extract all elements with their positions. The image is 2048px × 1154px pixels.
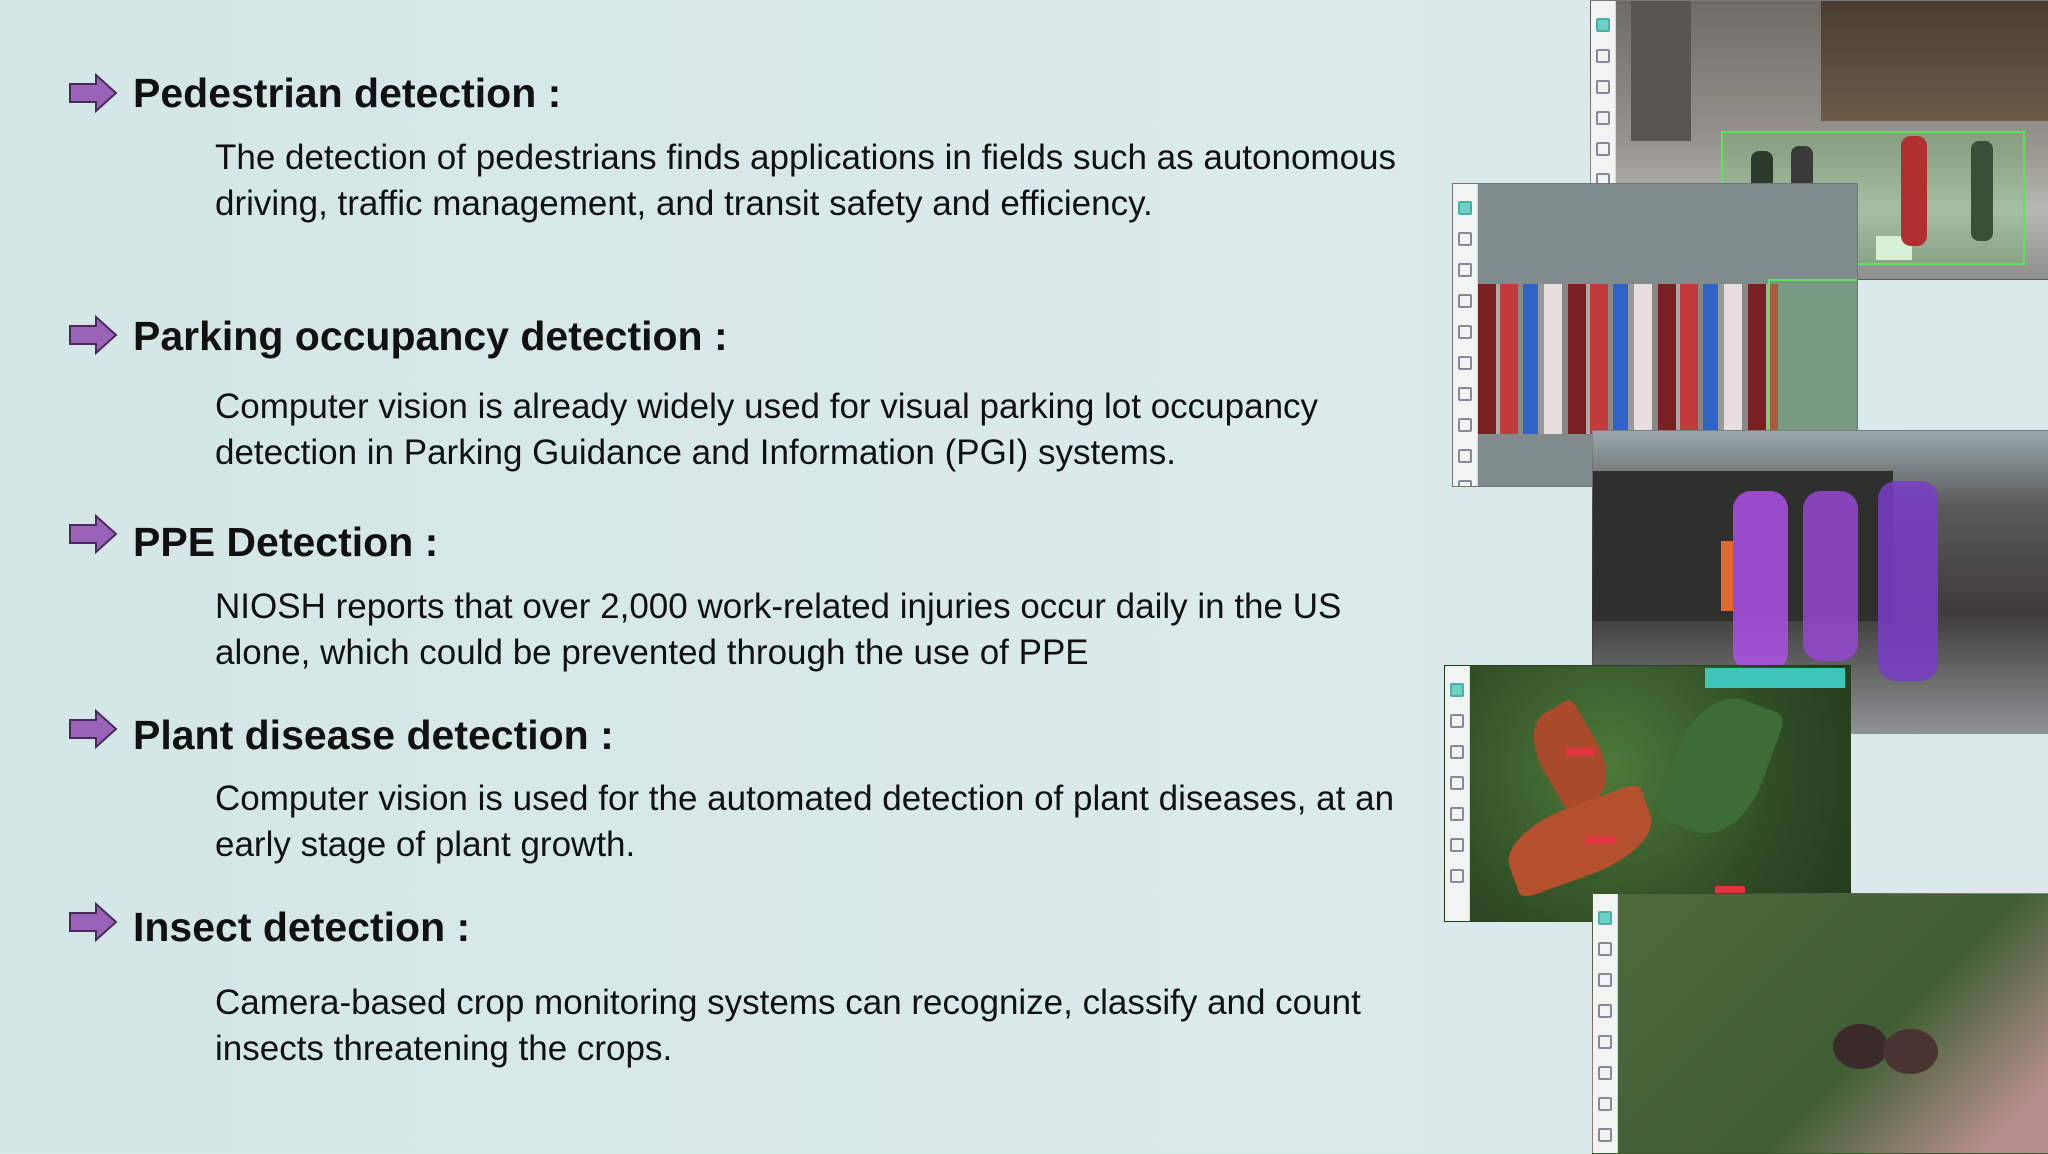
plant-leaves-photo-icon (1444, 665, 1851, 922)
section-heading: Pedestrian detection : (133, 70, 562, 116)
section-body: Computer vision is used for the automated detection of plant diseases, at an early stage of plant growth. (215, 779, 1395, 864)
insect-photo-icon (1592, 893, 2048, 1154)
section-body: NIOSH reports that over 2,000 work-related injuries occur daily in the US alone, which could be prevented through the use of PPE (215, 587, 1342, 672)
section-body: Camera-based crop monitoring systems can recognize, classify and count insects threatening the crops. (215, 983, 1361, 1068)
section-body: The detection of pedestrians finds applications in fields such as autonomous driving, traffic management, and transit safety and efficiency. (215, 138, 1396, 223)
section-heading: Insect detection : (133, 904, 471, 950)
section-heading: PPE Detection : (133, 519, 439, 565)
section-heading: Parking occupancy detection : (133, 313, 728, 359)
section-body: Computer vision is already widely used for visual parking lot occupancy detection in Parking Guidance and Information (PGI) systems. (215, 387, 1319, 472)
arrow-right-icon (68, 902, 118, 942)
section-heading: Plant disease detection : (133, 712, 614, 758)
